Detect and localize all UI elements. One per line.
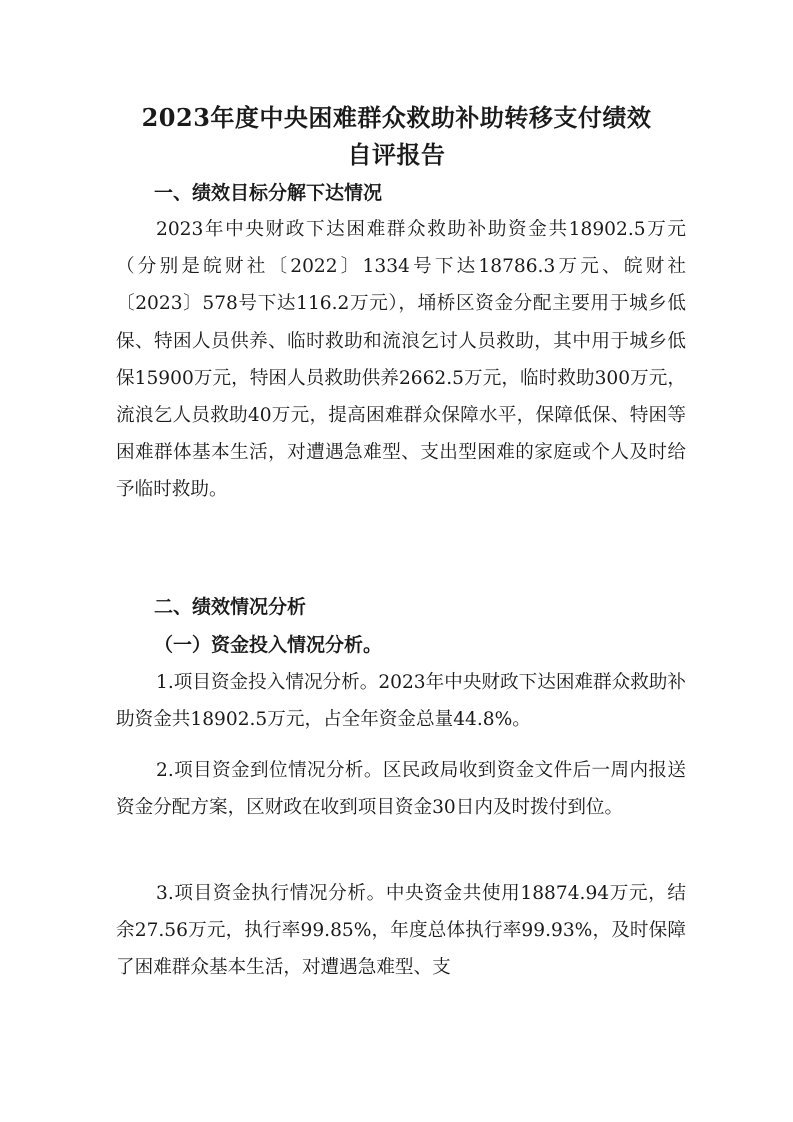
paragraph-item-1: 1.项目资金投入情况分析。2023年中央财政下达困难群众救助补助资金共18902.5万元，占全年资金总量44.8%。 xyxy=(116,672,686,731)
paragraph-item-3: 3.项目资金执行情况分析。中央资金共使用18874.94万元，结余27.56万元，执行率99.85%，年度总体执行率99.93%，及时保障了困难群众基本生活，对遭遇急难型、支 xyxy=(116,883,686,979)
paragraph-item-2: 2.项目资金到位情况分析。区民政局收到资金文件后一周内报送资金分配方案，区财政在收到项目资金30日内及时拨付到位。 xyxy=(116,760,686,819)
section1-paragraph: 2023年中央财政下达困难群众救助补助资金共18902.5万元（分别是皖财社〔2022〕1334号下达18786.3万元、皖财社〔2023〕578号下达116.2万元），埇桥区资金分配主要用于城乡低保、特困人员供养、临时救助和流浪乞讨人员救助，其中用于城乡低保15900万元，特困人员救助供养2662.5万元，临时救助300万元，流浪乞人员救助40万元，提高困难群众保障水平，保障低保、特困等困难群体基本生活，对遭遇急难型、支出型困难的家庭或个人及时给予临时救助。 xyxy=(116,219,686,501)
document-title-line2: 自评报告 xyxy=(347,140,446,169)
section2-heading: 二、绩效情况分析 xyxy=(154,596,307,618)
section2-subheading: （一）资金投入情况分析。 xyxy=(154,634,383,656)
document-title-line1: 2023年度中央困难群众救助补助转移支付绩效 xyxy=(141,103,652,132)
section1-heading: 一、绩效目标分解下达情况 xyxy=(154,182,383,204)
